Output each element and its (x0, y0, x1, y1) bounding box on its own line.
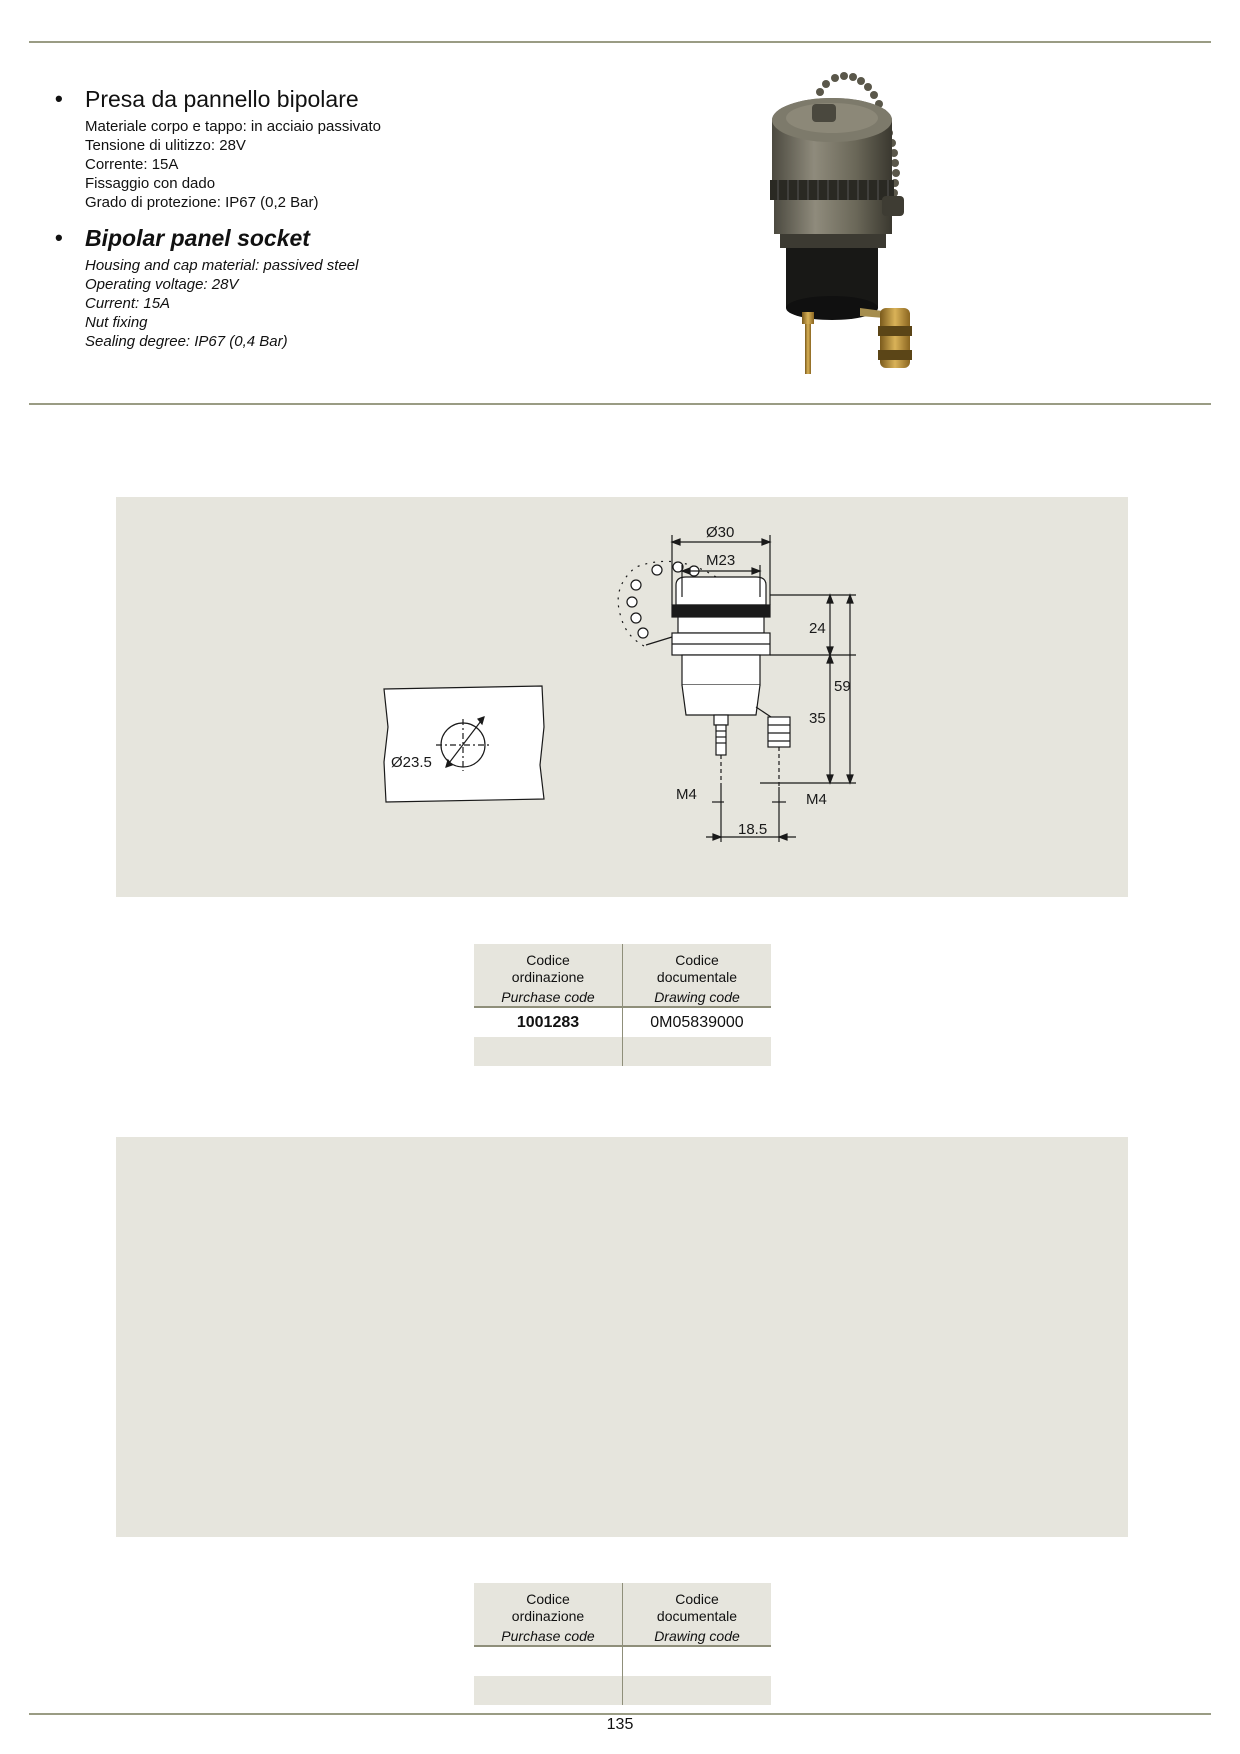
spec-line: Tensione di ulitizzo: 28V (85, 137, 246, 154)
drawing-panel (116, 497, 1128, 897)
spec-list-en (85, 256, 359, 351)
dim-terminal-right: M4 (806, 791, 827, 808)
socket-cap (676, 577, 766, 605)
spec-line: Grado di protezione: IP67 (0,2 Bar) (85, 194, 319, 211)
spec-list-it (85, 117, 381, 212)
header-drawing-code: Codice documentale Drawing code (623, 1583, 772, 1646)
empty-drawing-panel (116, 1137, 1128, 1537)
header-purchase-code: Codice ordinazione Purchase code (474, 944, 623, 1007)
spec-line: Materiale corpo e tappo: in acciaio passivato (85, 118, 382, 135)
drawing-code-cell (623, 1646, 772, 1676)
dim-height-top: 24 (809, 620, 826, 637)
spec-line: Nut fixing (85, 314, 148, 331)
drawing-code-cell (623, 1037, 772, 1066)
section-rule (29, 403, 1211, 405)
header-drawing-code: Codice documentale Drawing code (623, 944, 772, 1007)
technical-drawing (116, 497, 1128, 897)
dim-outer-diameter: Ø30 (706, 524, 735, 541)
table-row (474, 1676, 771, 1705)
dim-cutout: Ø23.5 (391, 754, 432, 771)
purchase-code-cell (474, 1037, 623, 1066)
spec-line: Sealing degree: IP67 (0,4 Bar) (85, 333, 288, 350)
purchase-code-cell (474, 1646, 623, 1676)
dim-thread: M23 (706, 552, 736, 569)
table-row (474, 1037, 771, 1066)
dim-terminal-spacing: 18.5 (738, 821, 768, 838)
spec-line: Current: 15A (85, 295, 171, 312)
page-number: 135 (606, 1716, 634, 1733)
dim-height-total: 59 (834, 678, 851, 695)
spec-line: Operating voltage: 28V (85, 276, 239, 293)
spec-line: Corrente: 15A (85, 156, 179, 173)
top-rule (29, 41, 1211, 43)
table-row (474, 1007, 771, 1037)
drawing-code-cell[interactable]: 0M05839000 (650, 1013, 744, 1031)
purchase-code-cell (474, 1676, 623, 1705)
code-table-1 (474, 944, 771, 1066)
spec-line: Fissaggio con dado (85, 175, 216, 192)
bullet: • (55, 86, 63, 111)
product-title-it: Presa da pannello bipolare (85, 86, 359, 112)
product-photo (740, 68, 970, 388)
product-title-en: Bipolar panel socket (85, 225, 310, 251)
dim-height-bottom: 35 (809, 710, 826, 727)
spec-line: Housing and cap material: passived steel (85, 257, 359, 274)
code-table-2 (474, 1583, 771, 1705)
purchase-code-cell[interactable]: 1001283 (474, 1007, 623, 1037)
drawing-code-cell (623, 1676, 772, 1705)
bottom-rule (29, 1713, 1211, 1715)
table-row (474, 1646, 771, 1676)
bullet: • (55, 225, 63, 250)
header-purchase-code: Codice ordinazione Purchase code (474, 1583, 623, 1646)
dim-terminal-left: M4 (676, 786, 697, 803)
